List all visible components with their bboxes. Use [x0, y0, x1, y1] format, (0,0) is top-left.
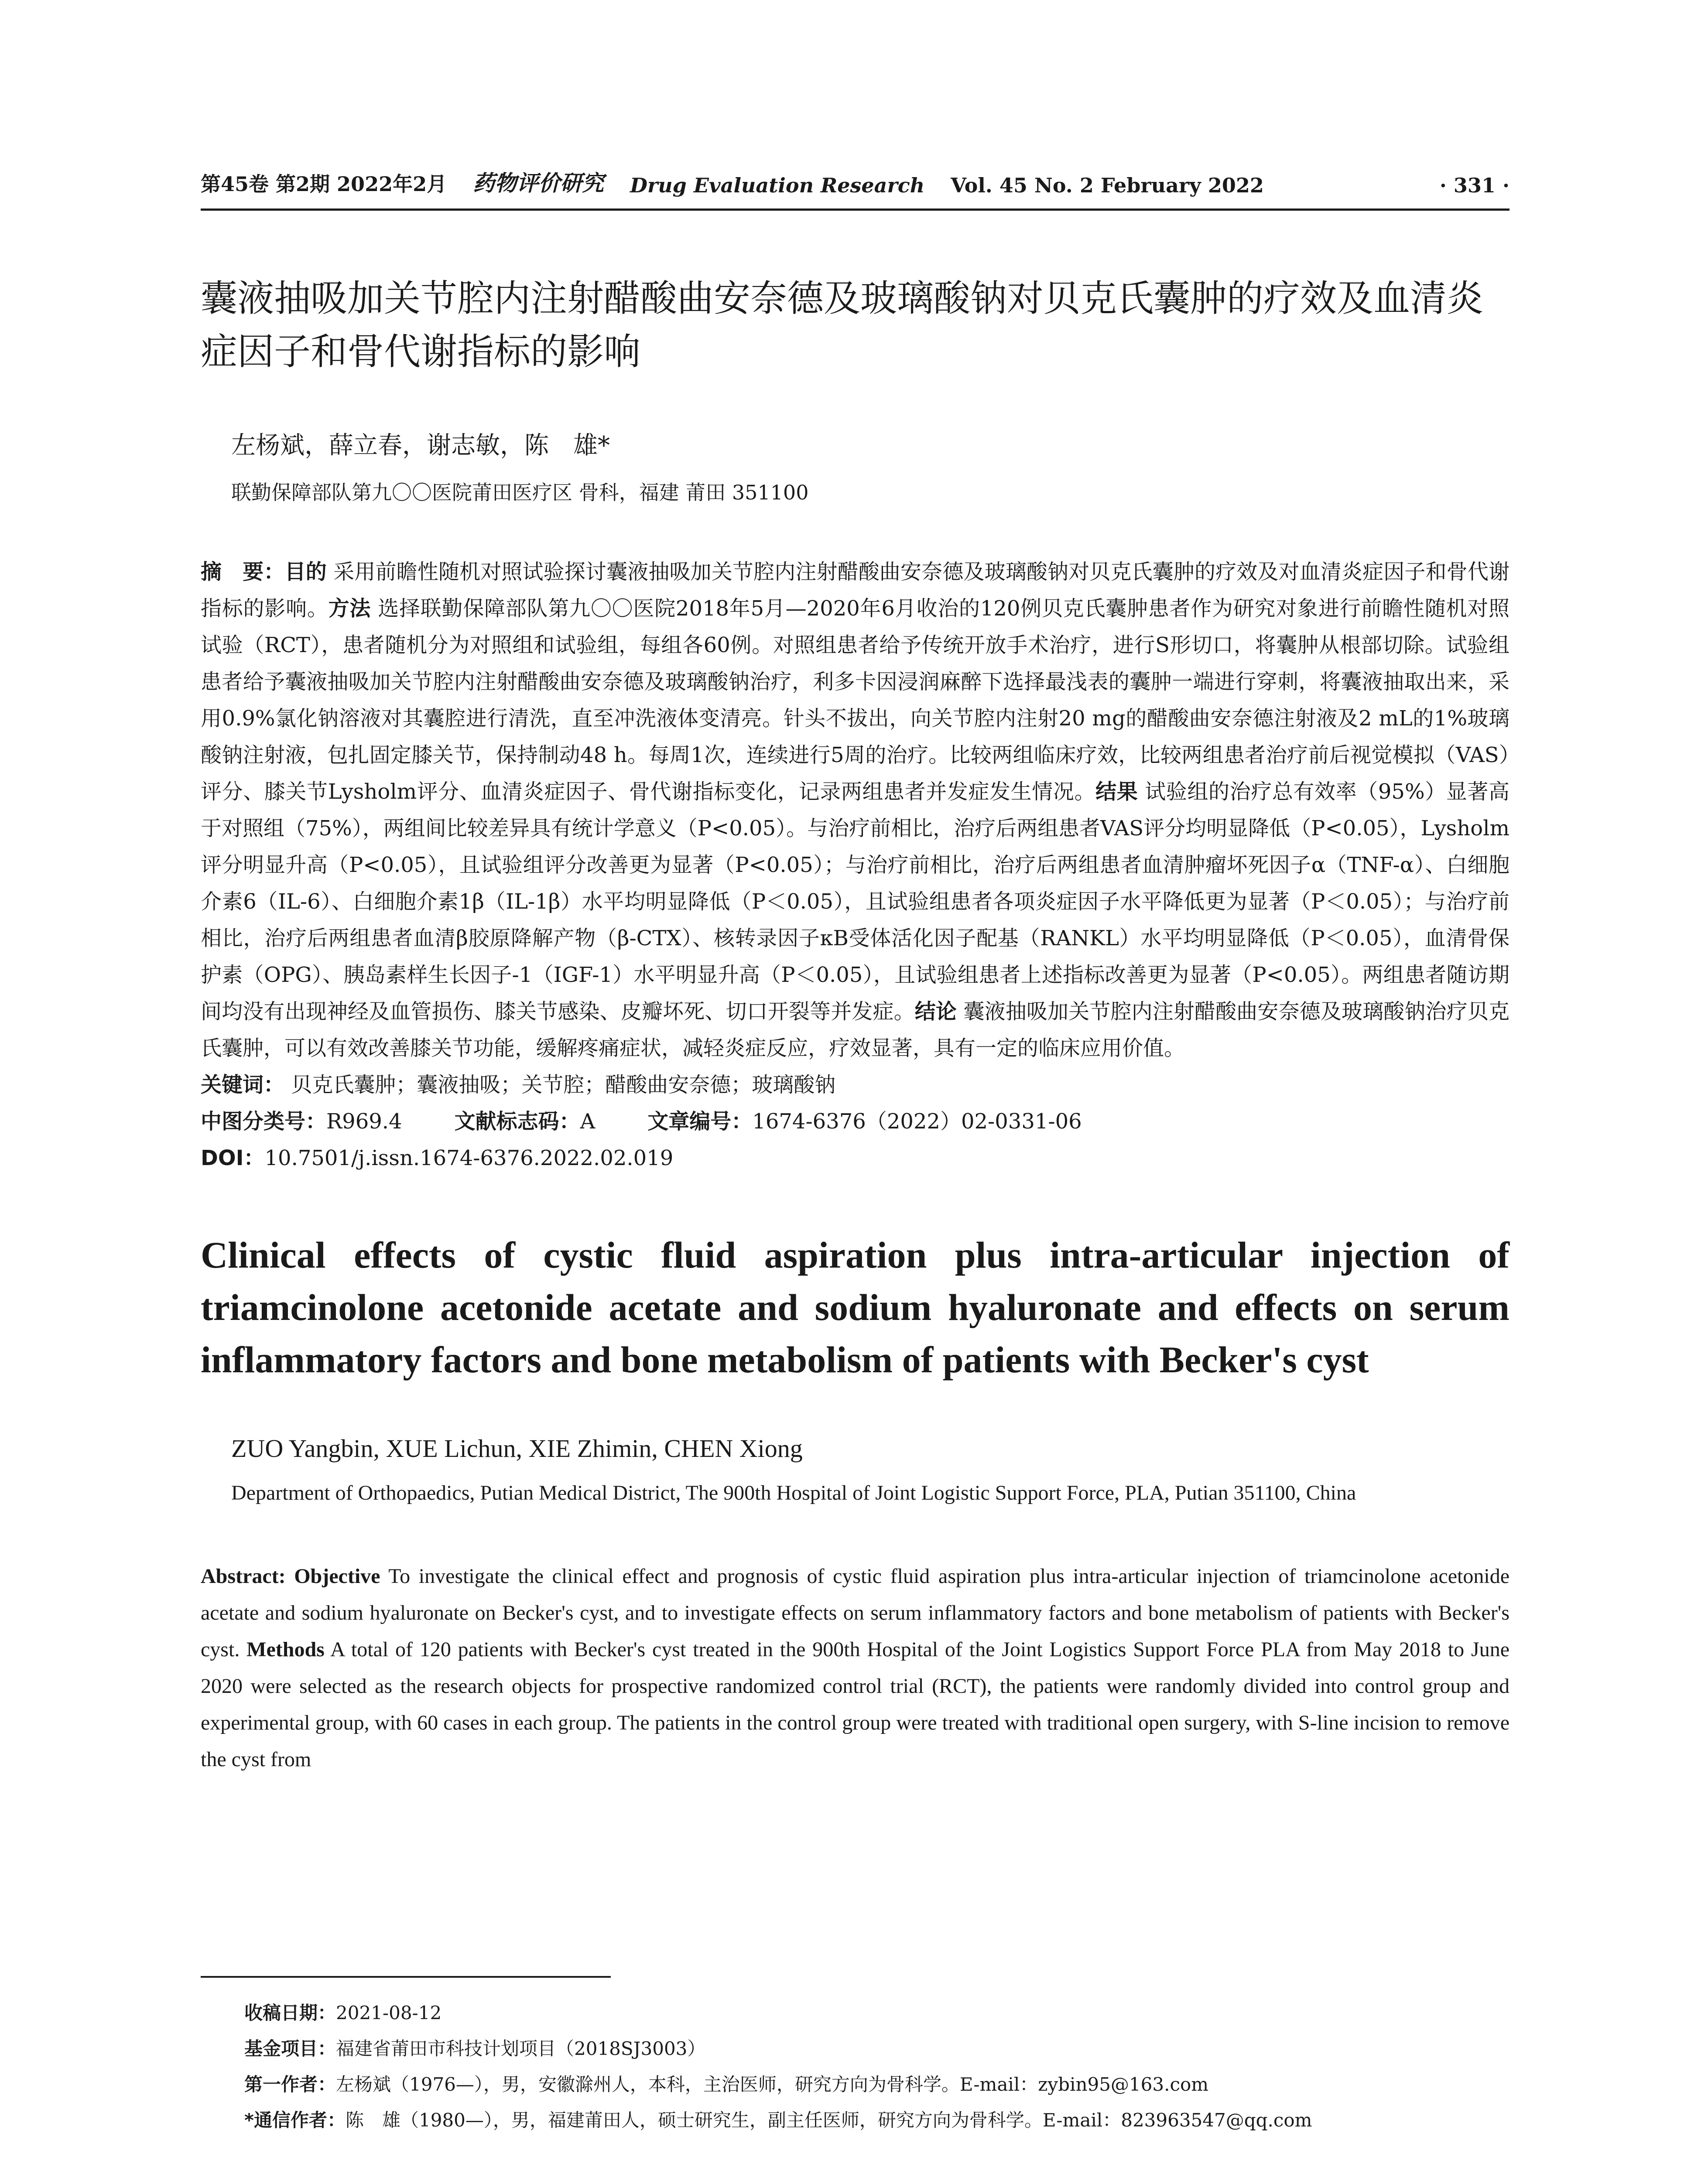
- authors-english: ZUO Yangbin, XUE Lichun, XIE Zhimin, CHEN Xiong: [231, 1434, 803, 1463]
- authors-chinese: 左杨斌，薛立春，谢志敏，陈 雄*: [231, 431, 610, 460]
- article-no-label: 文章编号：: [647, 1109, 753, 1134]
- abstract-en-label: Abstract:: [201, 1565, 286, 1588]
- objective-en-text: To investigate the clinical effect and prognosis of cystic fluid aspiration plus intra-articular injection of triamcinolone acetonide acetate and sodium hyaluronate on Becker's cyst, and to investigate effects on serum inflammatory factors and bone metabolism of patients with Becker's cyst.: [201, 1565, 1510, 1661]
- keywords-line: [201, 1067, 1509, 1103]
- objective-text: 采用前瞻性随机对照试验探讨囊液抽吸加关节腔内注射醋酸曲安奈德及玻璃酸钠对贝克氏囊肿的疗效及对血清炎症因子和骨代谢指标的影响。: [201, 560, 1509, 621]
- classification-line: [201, 1103, 1509, 1140]
- keywords-label: 关键词：: [201, 1073, 285, 1097]
- footnote-fund: [244, 2031, 1509, 2067]
- doc-code-label: 文献标志码：: [454, 1109, 580, 1134]
- title-english: Clinical effects of cystic fluid aspiration plus intra-articular injection of triamcinolone acetonide acetate and sodium hyaluronate and effects on serum inflammatory factors and bone metabolism of patients with Becker's cyst: [201, 1234, 1509, 1381]
- footnote-received: [244, 1995, 1509, 2031]
- article-meta: [201, 1067, 1509, 1176]
- footnote-first-author: [244, 2067, 1509, 2102]
- objective-en-label: Objective: [294, 1565, 380, 1588]
- received-date: 2021-08-12: [336, 2002, 442, 2024]
- methods-en-label: Methods: [246, 1638, 325, 1661]
- article-no-value: 1674-6376（2022）02-0331-06: [752, 1109, 1082, 1134]
- affiliation-chinese: 联勤保障部队第九〇〇医院莆田医疗区 骨科，福建 莆田 351100: [231, 481, 809, 504]
- abstract-english: [201, 1558, 1509, 1778]
- clc-label: 中图分类号：: [201, 1109, 327, 1134]
- article-page: [201, 166, 1509, 1778]
- page-number: · 331 ·: [1439, 174, 1509, 197]
- keywords: 贝克氏囊肿；囊液抽吸；关节腔；醋酸曲安奈德；玻璃酸钠: [291, 1073, 836, 1097]
- clc-value: R969.4: [326, 1109, 402, 1134]
- objective-label: 目的: [284, 560, 327, 584]
- title-chinese: 囊液抽吸加关节腔内注射醋酸曲安奈德及玻璃酸钠对贝克氏囊肿的疗效及血清炎症因子和骨代谢指标的影响: [201, 277, 1484, 373]
- fund-label: 基金项目：: [244, 2038, 336, 2059]
- results-text: 试验组的治疗总有效率（95%）显著高于对照组（75%），两组间比较差异具有统计学意义（P<0.05）。与治疗前相比，治疗后两组患者VAS评分均明显降低（P<0.05），Lysholm评分明显升高（P<0.05），且试验组评分改善更为显著（P<0.05）；与治疗前相比，治疗后两组患者血清肿瘤坏死因子α（TNF-α）、白细胞介素6（IL-6）、白细胞介素1β（IL-1β）水平均明显降低（P＜0.05），且试验组患者各项炎症因子水平降低更为显著（P＜0.05）；与治疗前相比，治疗后两组患者血清β胶原降解产物（β-CTX）、核转录因子κB受体活化因子配基（RANKL）水平均明显降低（P＜0.05），血清骨保护素（OPG）、胰岛素样生长因子-1（IGF-1）水平明显升高（P＜0.05），且试验组患者上述指标改善更为显著（P<0.05）。两组患者随访期间均没有出现神经及血管损伤、膝关节感染、皮瓣坏死、切口开裂等并发症。: [201, 779, 1509, 1024]
- abstract-label: 摘 要：: [201, 560, 285, 584]
- methods-label: 方法: [328, 596, 371, 621]
- conclusion-label: 结论: [914, 999, 957, 1024]
- header-volume-en: Vol. 45 No. 2 February 2022: [951, 174, 1264, 197]
- received-label: 收稿日期：: [244, 2002, 336, 2024]
- journal-name-en: Drug Evaluation Research: [630, 174, 925, 197]
- footnote-divider: [201, 1976, 611, 1978]
- footnote-corresponding: [244, 2102, 1509, 2138]
- abstract-chinese: [201, 554, 1509, 1067]
- header-volume-cn: 第45卷 第2期 2022年2月: [201, 172, 447, 196]
- doc-code-value: A: [580, 1109, 596, 1134]
- journal-logo-cn: 药物评价研究: [473, 170, 604, 196]
- methods-en-text: A total of 120 patients with Becker's cyst treated in the 900th Hospital of the Joint Logistics Support Force PLA from May 2018 to June 2020 were selected as the research objects for prospective randomized control trial (RCT), the patients were randomly divided into control group and experimental group, with 60 cases in each group. The patients in the control group were treated with traditional open surgery, with S-line incision to remove the cyst from: [201, 1638, 1509, 1771]
- doi-line: [201, 1140, 1509, 1176]
- doi-label: DOI：: [201, 1146, 265, 1170]
- fund-text: 福建省莆田市科技计划项目（2018SJ3003）: [336, 2038, 706, 2059]
- methods-text: 选择联勤保障部队第九〇〇医院2018年5月—2020年6月收治的120例贝克氏囊肿患者作为研究对象进行前瞻性随机对照试验（RCT），患者随机分为对照组和试验组，每组各60例。对照组患者给予传统开放手术治疗，进行S形切口，将囊肿从根部切除。试验组患者给予囊液抽吸加关节腔内注射醋酸曲安奈德及玻璃酸钠治疗，利多卡因浸润麻醉下选择最浅表的囊肿一端进行穿刺，将囊液抽取出来，采用0.9%氯化钠溶液对其囊腔进行清洗，直至冲洗液体变清亮。针头不拔出，向关节腔内注射20 mg的醋酸曲安奈德注射液及2 mL的1%玻璃酸钠注射液，包扎固定膝关节，保持制动48 h。每周1次，连续进行5周的治疗。比较两组临床疗效，比较两组患者治疗前后视觉模拟（VAS）评分、膝关节Lysholm评分、血清炎症因子、骨代谢指标变化，记录两组患者并发症发生情况。: [201, 596, 1509, 804]
- running-header: [201, 166, 1509, 211]
- affiliation-english: Department of Orthopaedics, Putian Medical District, The 900th Hospital of Joint Logistic Support Force, PLA, Putian 351100, China: [231, 1481, 1356, 1504]
- conclusion-text: 囊液抽吸加关节腔内注射醋酸曲安奈德及玻璃酸钠治疗贝克氏囊肿，可以有效改善膝关节功能，缓解疼痛症状，减轻炎症反应，疗效显著，具有一定的临床应用价值。: [201, 999, 1509, 1060]
- corresponding-text: 陈 雄（1980—），男，福建莆田人，硕士研究生，副主任医师，研究方向为骨科学。E-mail：823963547@qq.com: [345, 2109, 1312, 2131]
- corresponding-label: *通信作者：: [244, 2109, 346, 2131]
- first-author-text: 左杨斌（1976—），男，安徽滁州人，本科，主治医师，研究方向为骨科学。E-mail：zybin95@163.com: [336, 2074, 1209, 2095]
- footnotes: [201, 1976, 1509, 2138]
- first-author-label: 第一作者：: [244, 2074, 336, 2095]
- results-label: 结果: [1095, 779, 1138, 804]
- doi-link[interactable]: 10.7501/j.issn.1674-6376.2022.02.019: [264, 1146, 674, 1170]
